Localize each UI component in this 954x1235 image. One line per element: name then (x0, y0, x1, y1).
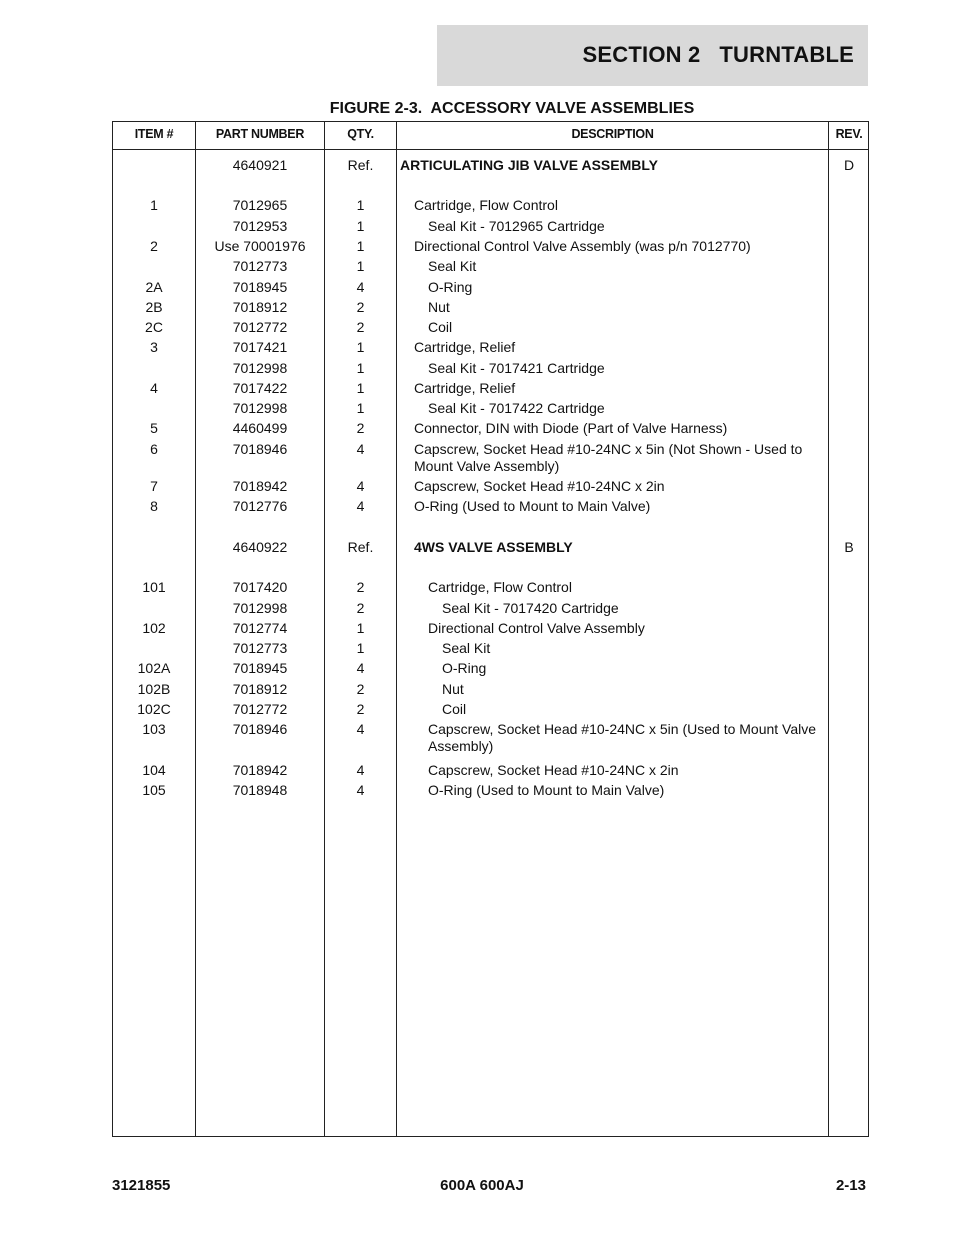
description: Cartridge, Relief (414, 339, 516, 355)
item-number: 102C (137, 701, 171, 717)
description: Seal Kit - 7017421 Cartridge (428, 360, 605, 376)
quantity: 1 (356, 197, 365, 213)
part-number: 7012772 (232, 319, 288, 335)
header-qty: QTY. (347, 127, 374, 141)
quantity: 1 (356, 640, 365, 656)
item-number: 2B (145, 299, 163, 315)
parts-table (112, 121, 869, 1137)
part-number: 4460499 (232, 420, 288, 436)
header-rev: REV. (835, 127, 863, 141)
quantity: 1 (356, 258, 365, 274)
quantity: 4 (356, 762, 365, 778)
part-number: 7018942 (232, 762, 288, 778)
quantity: 4 (356, 478, 365, 494)
item-number: 105 (142, 782, 166, 798)
quantity: 1 (356, 218, 365, 234)
description: O-Ring (442, 660, 487, 676)
quantity: 4 (356, 721, 365, 737)
part-number: Use 70001976 (214, 238, 306, 254)
quantity: 2 (356, 420, 365, 436)
header-item: ITEM # (134, 127, 174, 141)
item-number: 4 (150, 380, 158, 396)
quantity: 1 (356, 380, 365, 396)
part-number: 7018946 (232, 721, 288, 737)
item-number: 3 (150, 339, 158, 355)
description: Seal Kit - 7012965 Cartridge (428, 218, 605, 234)
description: ARTICULATING JIB VALVE ASSEMBLY (400, 157, 658, 173)
part-number: 4640922 (232, 539, 288, 555)
revision: B (844, 539, 854, 555)
part-number: 7017421 (232, 339, 288, 355)
revision: D (843, 157, 855, 173)
description: Seal Kit (428, 258, 477, 274)
figure-title: FIGURE 2-3. ACCESSORY VALVE ASSEMBLIES (329, 100, 695, 117)
item-number: 2 (150, 238, 158, 254)
quantity: 2 (356, 299, 365, 315)
part-number: 7018948 (232, 782, 288, 798)
description: Seal Kit - 7017422 Cartridge (428, 400, 605, 416)
part-number: 7018942 (232, 478, 288, 494)
description: O-Ring (Used to Mount to Main Valve) (428, 782, 665, 798)
description: Nut (442, 681, 464, 697)
description: Connector, DIN with Diode (Part of Valve Harness) (414, 420, 728, 436)
part-number: 7018912 (232, 299, 288, 315)
description: Directional Control Valve Assembly (was p/n 7012770) (414, 238, 751, 254)
quantity: 4 (356, 782, 365, 798)
item-number: 2A (145, 279, 163, 295)
item-number: 2C (145, 319, 163, 335)
section-title: SECTION 2 TURNTABLE (582, 42, 854, 67)
footer-page-number: 2-13 (835, 1177, 866, 1194)
item-number: 104 (142, 762, 166, 778)
quantity: 2 (356, 681, 365, 697)
header-part-number: PART NUMBER (215, 127, 305, 141)
quantity: 1 (356, 360, 365, 376)
part-number: 7012998 (232, 360, 288, 376)
part-number: 7012773 (232, 640, 288, 656)
part-number: 7012774 (232, 620, 288, 636)
part-number: 4640921 (232, 157, 288, 173)
description: Directional Control Valve Assembly (428, 620, 645, 636)
quantity: 2 (356, 579, 365, 595)
quantity: 2 (356, 701, 365, 717)
description: Capscrew, Socket Head #10-24NC x 5in (Not Shown - Used to Mount Valve Assembly) (414, 441, 803, 474)
description: Cartridge, Flow Control (414, 197, 558, 213)
quantity: 1 (356, 238, 365, 254)
description: Capscrew, Socket Head #10-24NC x 2in (428, 762, 679, 778)
part-number: 7017420 (232, 579, 288, 595)
description: 4WS VALVE ASSEMBLY (414, 539, 573, 555)
footer-model: 600A 600AJ (440, 1177, 524, 1194)
item-number: 102A (137, 660, 171, 676)
item-number: 1 (150, 197, 158, 213)
quantity: 4 (356, 498, 365, 514)
part-number: 7012998 (232, 400, 288, 416)
part-number: 7012965 (232, 197, 288, 213)
description: O-Ring (Used to Mount to Main Valve) (414, 498, 651, 514)
part-number: 7018946 (232, 441, 288, 457)
item-number: 102B (137, 681, 171, 697)
part-number: 7012998 (232, 600, 288, 616)
description: O-Ring (428, 279, 473, 295)
description: Coil (442, 701, 467, 717)
quantity: 1 (356, 620, 365, 636)
quantity: 4 (356, 279, 365, 295)
description: Capscrew, Socket Head #10-24NC x 2in (414, 478, 665, 494)
part-number: 7012773 (232, 258, 288, 274)
description: Cartridge, Relief (414, 380, 516, 396)
item-number: 8 (150, 498, 158, 514)
quantity: 1 (356, 400, 365, 416)
item-number: 103 (142, 721, 166, 737)
part-number: 7018945 (232, 660, 288, 676)
item-number: 7 (150, 478, 158, 494)
quantity: Ref. (347, 157, 374, 173)
item-number: 102 (142, 620, 166, 636)
part-number: 7017422 (232, 380, 288, 396)
quantity: 1 (356, 339, 365, 355)
item-number: 5 (150, 420, 158, 436)
part-number: 7012776 (232, 498, 288, 514)
footer-doc-number: 3121855 (112, 1177, 171, 1194)
description: Coil (428, 319, 453, 335)
item-number: 6 (150, 441, 158, 457)
header-description: DESCRIPTION (571, 127, 654, 141)
quantity: 2 (356, 319, 365, 335)
part-number: 7012772 (232, 701, 288, 717)
quantity: 2 (356, 600, 365, 616)
part-number: 7012953 (232, 218, 288, 234)
description: Capscrew, Socket Head #10-24NC x 5in (Used to Mount Valve Assembly) (428, 721, 817, 754)
quantity: Ref. (347, 539, 374, 555)
description: Seal Kit (442, 640, 491, 656)
description: Cartridge, Flow Control (428, 579, 572, 595)
description: Nut (428, 299, 450, 315)
part-number: 7018945 (232, 279, 288, 295)
quantity: 4 (356, 441, 365, 457)
table-body (113, 122, 868, 1136)
description: Seal Kit - 7017420 Cartridge (442, 600, 619, 616)
section-header (437, 25, 868, 86)
part-number: 7018912 (232, 681, 288, 697)
quantity: 4 (356, 660, 365, 676)
item-number: 101 (142, 579, 166, 595)
